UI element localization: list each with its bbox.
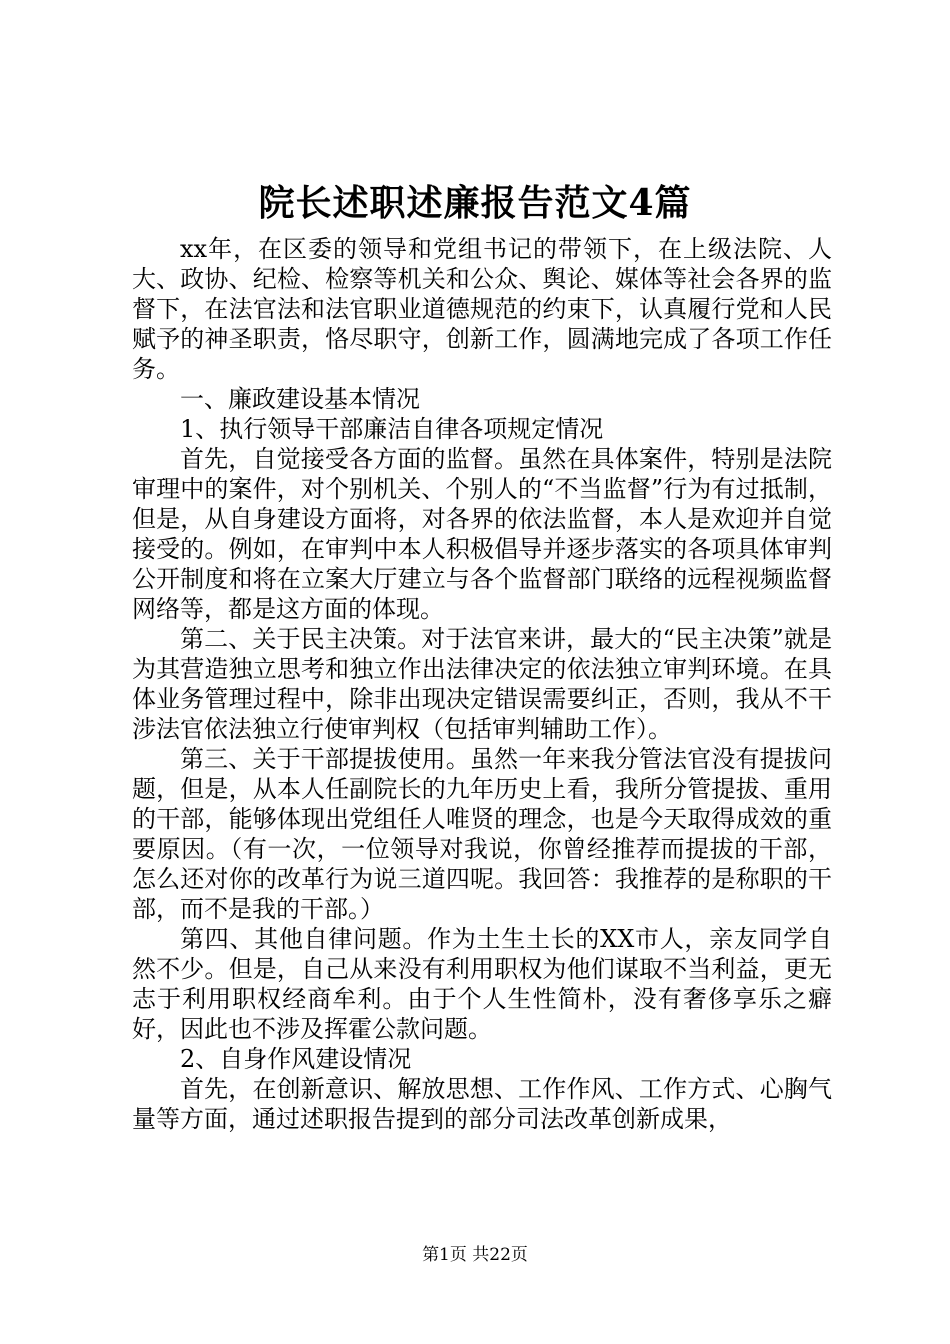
document-body [132,234,832,1134]
section-heading: 一、廉政建设基本情况 [180,385,420,413]
paragraph-supervision: 首先，自觉接受各方面的监督。虽然在具体案件，特别是法院审理中的案件，对个别机关、个别人的“不当监督”行为有过抵制，但是，从自身建设方面将，对各界的依法监督，本人是欢迎并自觉接受的。例如，在审判中本人积极倡导并逐步落实的各项具体审判公开制度和将在立案大厅建立与各个监督部门联络的远程视频监督网络等，都是这方面的体现。 [132,445,832,623]
paragraph-democratic-decision: 第二、关于民主决策。对于法官来讲，最大的“民主决策”就是为其营造独立思考和独立作出法律决定的依法独立审判环境。在具体业务管理过程中，除非出现决定错误需要纠正，否则，我从不干涉法官依法独立行使审判权（包括审判辅助工作）。 [132,625,832,743]
paragraph-self-discipline: 第四、其他自律问题。作为土生土长的XX市人，亲友同学自然不少。但是，自己从来没有利用职权为他们谋取不当利益，更无志于利用职权经商牟利。由于个人生性简朴，没有奢侈享乐之癖好，因此也不涉及挥霍公款问题。 [132,925,832,1043]
paragraph-cadre-promotion: 第三、关于干部提拔使用。虽然一年来我分管法官没有提拔问题，但是，从本人任副院长的九年历史上看，我所分管提拔、重用的干部，能够体现出党组任人唯贤的理念，也是今天取得成效的重要原因。（有一次，一位领导对我说，你曾经推荐而提拔的干部，怎么还对你的改革行为说三道四呢。我回答：我推荐的是称职的干部，而不是我的干部。） [132,745,832,923]
subsection-heading: 2、自身作风建设情况 [180,1045,412,1073]
paragraph-work-style: 首先，在创新意识、解放思想、工作作风、工作方式、心胸气量等方面，通过述职报告提到的部分司法改革创新成果， [132,1075,832,1133]
document-title: 院长述职述廉报告范文4篇 [258,182,692,224]
page-footer: 第1页 共22页 [422,1245,528,1265]
subsection-heading: 1、执行领导干部廉洁自律各项规定情况 [180,415,604,443]
paragraph-intro: xx年，在区委的领导和党组书记的带领下，在上级法院、人大、政协、纪检、检察等机关和公众、舆论、媒体等社会各界的监督下，在法官法和法官职业道德规范的约束下，认真履行党和人民赋予的神圣职责，恪尽职守，创新工作，圆满地完成了各项工作任务。 [132,235,832,383]
